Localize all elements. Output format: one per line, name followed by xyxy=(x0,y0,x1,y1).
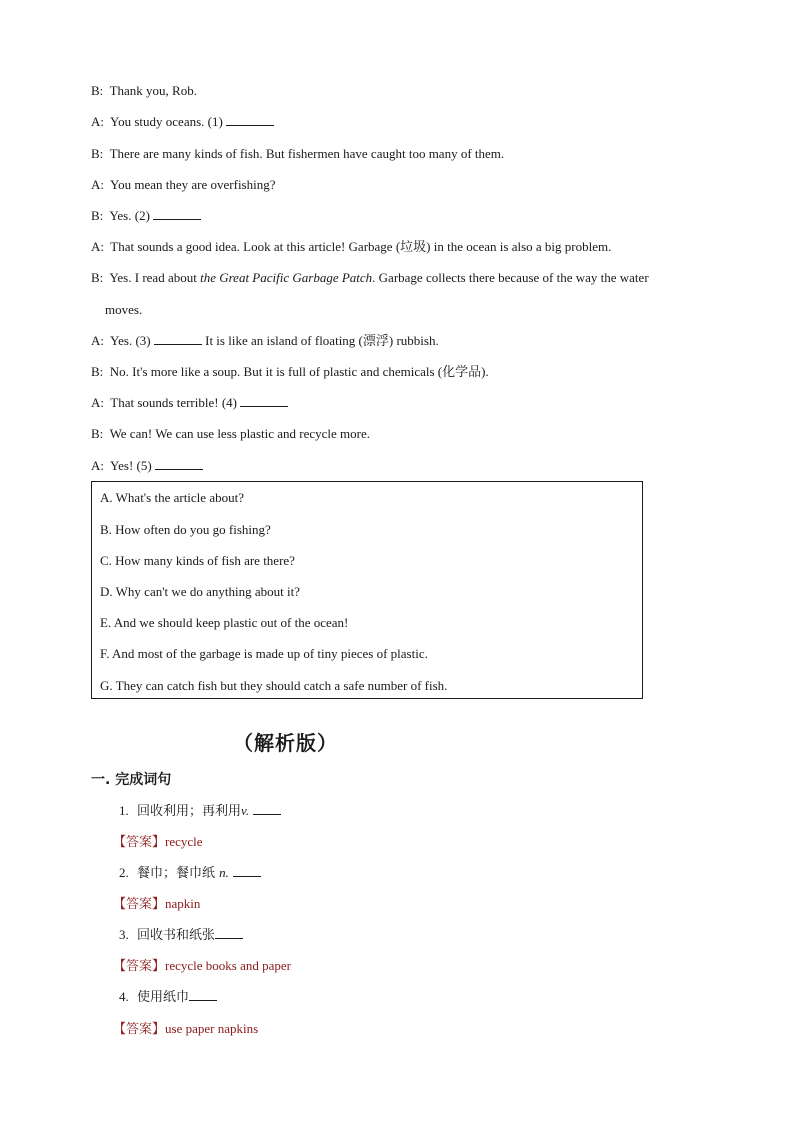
question-number: 2. xyxy=(119,865,129,880)
section-title: 一. 完成词句 xyxy=(91,772,172,788)
option-item: A. What's the article about? xyxy=(100,490,244,505)
answer-text: recycle books and paper xyxy=(165,958,291,973)
dialogue-text: That sounds a good idea. Look at this article! Garbage (垃圾) in the ocean is also a big problem. xyxy=(110,239,612,254)
speaker-label: B: xyxy=(91,270,104,285)
answer-blank[interactable] xyxy=(154,333,202,345)
option-item: E. And we should keep plastic out of the ocean! xyxy=(100,615,349,630)
answer-line xyxy=(113,958,291,975)
question-text: 回收利用；再利用 xyxy=(137,804,242,819)
dialogue-text: moves. xyxy=(105,302,143,317)
dialogue-continuation xyxy=(105,302,142,318)
answer-text: napkin xyxy=(165,896,201,911)
option-item: F. And most of the garbage is made up of tiny pieces of plastic. xyxy=(100,646,428,661)
dialogue-line xyxy=(91,333,439,349)
question-number: 4. xyxy=(119,989,129,1004)
dialogue-text: Yes! (5) xyxy=(110,458,152,473)
answer-text: recycle xyxy=(165,834,203,849)
speaker-label: A: xyxy=(91,239,104,254)
dialogue-line xyxy=(91,83,197,99)
question-text: 餐巾；餐巾纸 xyxy=(137,866,216,881)
option-item: B. How often do you go fishing? xyxy=(100,522,271,537)
option-item: G. They can catch fish but they should catch a safe number of fish. xyxy=(100,678,448,693)
speaker-label: A: xyxy=(91,395,104,410)
answer-blank[interactable] xyxy=(189,989,217,1001)
dialogue-text: It is like an island of floating (漂浮) rubbish. xyxy=(201,333,439,348)
dialogue-line xyxy=(91,146,504,162)
question-item xyxy=(119,865,261,882)
question-item xyxy=(119,927,243,944)
dialogue-line xyxy=(91,270,649,286)
dialogue-line xyxy=(91,364,489,380)
answer-tag: 【答案】 xyxy=(113,897,166,912)
dialogue-text: . Garbage collects there because of the way the water xyxy=(372,270,649,285)
analysis-title: （解析版） xyxy=(233,731,338,755)
answer-tag: 【答案】 xyxy=(113,959,166,974)
dialogue-text: Yes. I read about xyxy=(109,270,201,285)
article-title: the Great Pacific Garbage Patch xyxy=(200,270,373,285)
dialogue-text: No. It's more like a soup. But it is full of plastic and chemicals (化学品). xyxy=(109,364,489,379)
answer-blank[interactable] xyxy=(253,803,281,815)
answer-blank[interactable] xyxy=(153,208,201,220)
dialogue-text: There are many kinds of fish. But fishermen have caught too many of them. xyxy=(109,146,505,161)
dialogue-text: You study oceans. (1) xyxy=(110,114,223,129)
option-item: D. Why can't we do anything about it? xyxy=(100,584,300,599)
dialogue-line xyxy=(91,177,276,193)
answer-blank[interactable] xyxy=(215,927,243,939)
dialogue-text: That sounds terrible! (4) xyxy=(110,395,237,410)
answer-blank[interactable] xyxy=(240,395,288,407)
dialogue-line xyxy=(91,114,274,130)
answer-text: use paper napkins xyxy=(165,1021,259,1036)
speaker-label: A: xyxy=(91,458,104,473)
dialogue-text: We can! We can use less plastic and recycle more. xyxy=(109,426,371,441)
option-item: C. How many kinds of fish are there? xyxy=(100,553,295,568)
question-item xyxy=(119,803,281,820)
part-of-speech: n. xyxy=(219,865,229,880)
question-text: 回收书和纸张 xyxy=(137,928,216,943)
answer-line xyxy=(113,896,200,913)
dialogue-line xyxy=(91,395,288,411)
speaker-label: B: xyxy=(91,426,104,441)
question-item xyxy=(119,989,217,1006)
options-box xyxy=(91,481,643,699)
question-text: 使用纸巾 xyxy=(137,990,190,1005)
answer-line xyxy=(113,834,203,851)
answer-tag: 【答案】 xyxy=(113,1022,166,1037)
dialogue-text: Yes. (3) xyxy=(110,333,151,348)
answer-line xyxy=(113,1021,258,1038)
speaker-label: B: xyxy=(91,83,104,98)
speaker-label: A: xyxy=(91,177,104,192)
question-number: 1. xyxy=(119,803,129,818)
dialogue-text: Yes. (2) xyxy=(109,208,150,223)
dialogue-text: You mean they are overfishing? xyxy=(110,177,276,192)
dialogue-text: Thank you, Rob. xyxy=(109,83,197,98)
dialogue-line xyxy=(91,458,203,474)
part-of-speech: v. xyxy=(241,803,250,818)
answer-blank[interactable] xyxy=(233,865,261,877)
dialogue-line xyxy=(91,426,370,442)
question-number: 3. xyxy=(119,927,129,942)
speaker-label: A: xyxy=(91,333,104,348)
speaker-label: B: xyxy=(91,146,104,161)
answer-blank[interactable] xyxy=(226,114,274,126)
speaker-label: B: xyxy=(91,364,104,379)
answer-blank[interactable] xyxy=(155,458,203,470)
speaker-label: B: xyxy=(91,208,104,223)
answer-tag: 【答案】 xyxy=(113,835,166,850)
dialogue-line xyxy=(91,239,611,255)
speaker-label: A: xyxy=(91,114,104,129)
dialogue-line xyxy=(91,208,201,224)
